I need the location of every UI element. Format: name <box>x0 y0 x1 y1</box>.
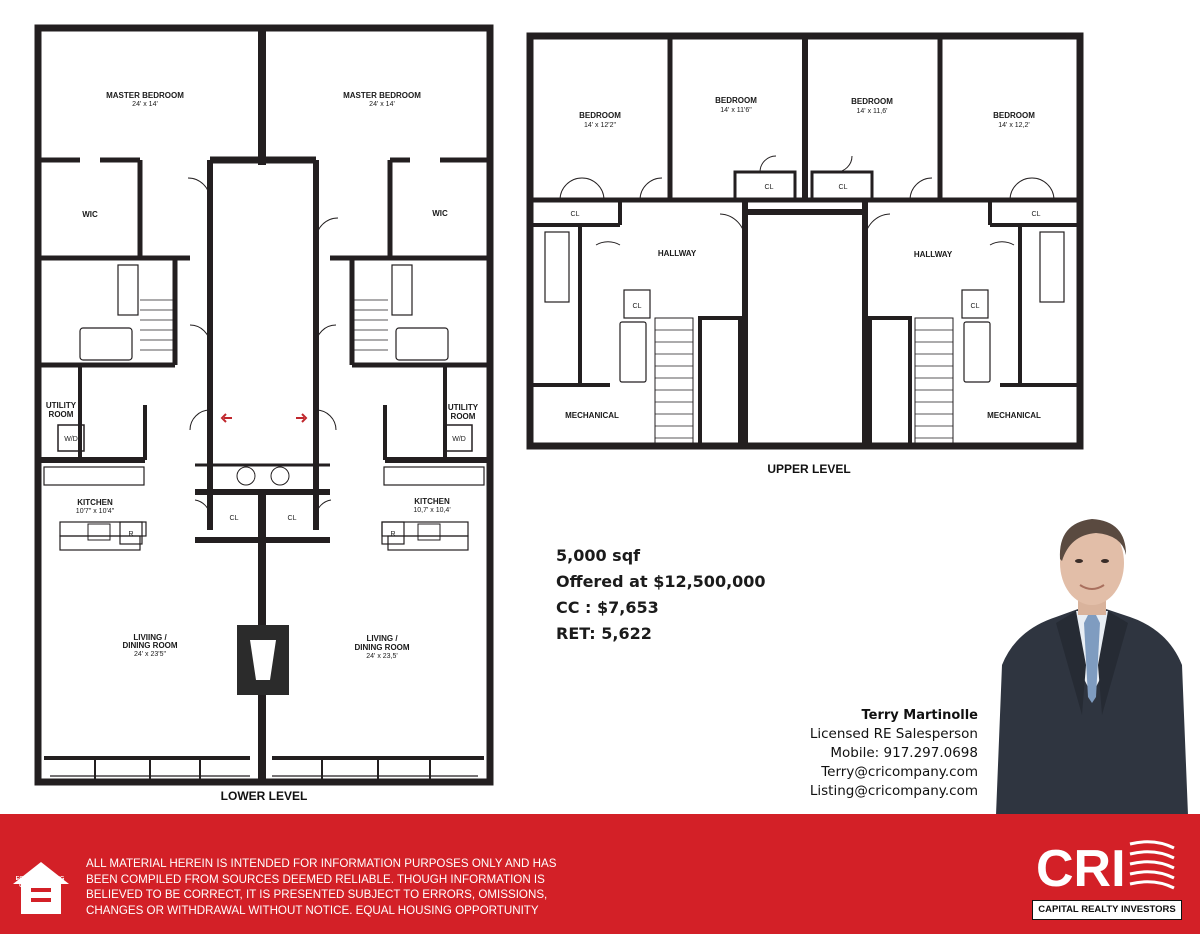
lower-level-title: LOWER LEVEL <box>220 789 308 803</box>
agent-title: Licensed RE Salesperson <box>809 726 978 742</box>
room-label: DINING ROOM <box>354 643 410 652</box>
upper-level-plan <box>530 34 1080 446</box>
disclaimer-text: ALL MATERIAL HEREIN IS INTENDED FOR INFORMATION PURPOSES ONLY AND HAS BEEN COMPILED FROM SOURCES DEEMED RELIABLE. THOUGH INFORMATION IS BELIEVED TO BE CORRECT, IT IS PRESENTED SUBJECT TO ERRORS, OMISSIONS, CHANGES OR WITHDRAWAL WITHOUT NOTICE. EQUAL HOUSING OPPORTUNITY <box>86 857 557 917</box>
logo-caption: CAPITAL REALTY INVESTORS <box>1038 904 1176 915</box>
room-label: R <box>128 531 134 538</box>
room-label: KITCHEN <box>77 498 113 507</box>
logo-caption-box <box>1032 900 1182 920</box>
room-label: CL <box>970 303 980 310</box>
room-dim: 14' x 12,2' <box>998 122 1030 129</box>
room-label: DINING ROOM <box>122 641 178 650</box>
listing-price: Offered at $12,500,000 <box>556 572 766 591</box>
room-label: BEDROOM <box>579 111 621 120</box>
room-label: MASTER BEDROOM <box>106 91 184 100</box>
room-label: CL <box>632 303 642 310</box>
eho-line: OPPORTUNITY <box>19 883 61 889</box>
room-label: ROOM <box>48 410 74 419</box>
equal-housing-caption <box>6 876 74 890</box>
listing-size: 5,000 sqf <box>556 546 641 565</box>
room-dim: 24' x 14' <box>369 101 395 108</box>
room-label: CL <box>764 184 774 191</box>
room-dim: 24' x 14' <box>132 101 158 108</box>
room-label: WIC <box>82 210 98 219</box>
room-label: ROOM <box>450 412 476 421</box>
listing-cc: CC : $7,653 <box>556 598 659 617</box>
agent-mobile: Mobile: 917.297.0698 <box>830 745 978 761</box>
upper-level-title: UPPER LEVEL <box>767 462 851 476</box>
room-label: LIVING / <box>366 634 398 643</box>
room-label: R <box>390 531 396 538</box>
listing-facts <box>556 543 856 647</box>
room-label: W/D <box>452 436 466 443</box>
room-label: KITCHEN <box>414 497 450 506</box>
room-label: MASTER BEDROOM <box>343 91 421 100</box>
room-label: CL <box>570 211 580 218</box>
room-label: W/D <box>64 436 78 443</box>
listing-email[interactable]: Listing@cricompany.com <box>809 783 978 799</box>
room-label: HALLWAY <box>657 249 697 258</box>
room-label: CL <box>229 515 239 522</box>
agent-contact <box>678 706 978 801</box>
room-dim: 10,7' x 10,4' <box>413 507 451 514</box>
room-label: BEDROOM <box>993 111 1035 120</box>
room-label: CL <box>287 515 297 522</box>
eho-line: EQUAL HOUSING <box>15 876 65 882</box>
room-dim: 14' x 11,6' <box>856 108 888 115</box>
room-label: MECHANICAL <box>987 411 1041 420</box>
room-dim: 10'7" x 10'4" <box>75 508 115 515</box>
room-label: WIC <box>432 209 448 218</box>
footer-band <box>0 814 1200 934</box>
room-label: HALLWAY <box>913 250 953 259</box>
room-label: UTILITY <box>45 401 77 410</box>
agent-email[interactable]: Terry@cricompany.com <box>821 764 978 780</box>
logo-letters: CRI <box>1036 840 1126 896</box>
room-dim: 14' x 11'6" <box>720 107 752 114</box>
listing-ret: RET: 5,622 <box>556 624 652 643</box>
cri-logo <box>1036 834 1176 896</box>
room-label: CL <box>1031 211 1041 218</box>
room-dim: 14' x 12'2" <box>583 122 617 129</box>
room-label: UTILITY <box>447 403 479 412</box>
room-label: LIVIING / <box>133 633 167 642</box>
room-dim: 24' x 23'5" <box>133 651 167 658</box>
agent-name: Terry Martinolle <box>861 708 978 723</box>
room-label: BEDROOM <box>715 96 757 105</box>
room-label: CL <box>838 184 848 191</box>
room-dim: 24' x 23,5' <box>366 653 398 660</box>
room-label: MECHANICAL <box>565 411 619 420</box>
agent-photo <box>996 515 1188 815</box>
lower-level-plan <box>38 26 490 782</box>
room-label: BEDROOM <box>851 97 893 106</box>
